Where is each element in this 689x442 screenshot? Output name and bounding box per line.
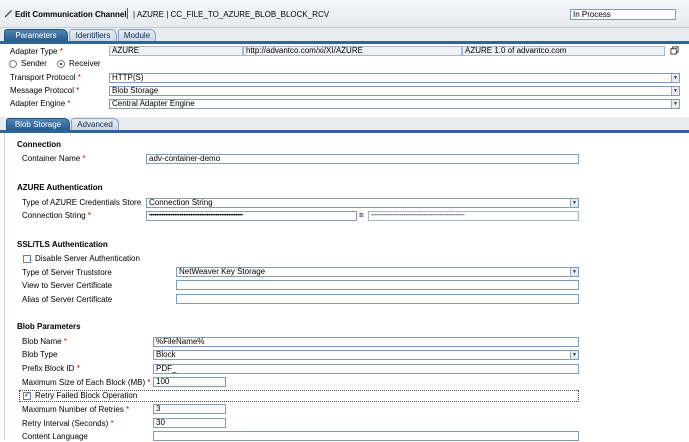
connection-string-input[interactable]: •••••••••••••••••••••••••••••••••••••••••••••••••••• (146, 211, 357, 221)
equals-sign: = (359, 211, 364, 220)
max-retries-label: Maximum Number of Retries * (22, 405, 130, 414)
main-tabstrip (0, 28, 689, 41)
max-block-size-input[interactable]: 100 (153, 377, 226, 387)
disable-server-auth-label: Disable Server Authentication (35, 254, 140, 263)
tab-identifiers[interactable]: Identifiers (69, 29, 117, 41)
page-title: Edit Communication Channel (15, 10, 127, 19)
transport-protocol-label: Transport Protocol * (10, 73, 81, 82)
connection-heading: Connection (17, 140, 61, 149)
alias-cert-label: Alias of Server Certificate (22, 295, 113, 304)
chevron-down-icon[interactable]: ▼ (671, 100, 679, 108)
content-language-label: Content Language (22, 432, 88, 441)
disable-server-auth-checkbox[interactable] (23, 255, 31, 263)
tab-blob-storage[interactable]: Blob Storage (6, 118, 70, 130)
adapter-form (0, 44, 689, 117)
ssl-heading: SSL/TLS Authentication (17, 240, 108, 249)
blob-params-heading: Blob Parameters (17, 322, 81, 331)
message-protocol-select[interactable]: Blob Storage ▼ (109, 86, 680, 96)
truststore-select[interactable]: NetWeaver Key Storage ▼ (176, 267, 579, 277)
pencil-icon (4, 9, 13, 18)
status-field: In Process (570, 9, 676, 20)
prefix-block-input[interactable]: PDF_ (153, 364, 579, 374)
prefix-block-label: Prefix Block ID * (22, 364, 80, 373)
adapter-engine-label: Adapter Engine * (10, 99, 71, 108)
adapter-type-label: Adapter Type * (10, 47, 63, 56)
blob-type-label: Blob Type (22, 350, 58, 359)
chevron-down-icon[interactable]: ▼ (570, 351, 578, 359)
receiver-radio[interactable] (57, 60, 65, 68)
retry-interval-label: Retry Interval (Seconds) * (22, 419, 114, 428)
title-separator (127, 8, 128, 19)
blob-type-select[interactable]: Block ▼ (153, 350, 579, 360)
title-bar (0, 0, 689, 28)
chevron-down-icon[interactable]: ▼ (570, 199, 578, 207)
adapter-engine-select[interactable]: Central Adapter Engine ▼ (109, 99, 680, 109)
adapter-swcv-field: AZURE 1.0 of advantco.com (462, 46, 665, 56)
retry-interval-input[interactable]: 30 (153, 418, 226, 428)
blob-name-label: Blob Name * (22, 337, 67, 346)
blob-storage-panel (4, 133, 689, 440)
chevron-down-icon[interactable]: ▼ (671, 87, 679, 95)
credentials-store-label: Type of AZURE Credentials Store (22, 198, 142, 207)
max-block-size-label: Maximum Size of Each Block (MB) * (22, 378, 151, 387)
truststore-label: Type of Server Truststore (22, 268, 112, 277)
retry-failed-label: Retry Failed Block Operation (35, 391, 138, 400)
container-name-label: Container Name * (22, 154, 86, 163)
channel-path: | AZURE | CC_FILE_TO_AZURE_BLOB_BLOCK_RCV (133, 10, 330, 19)
sender-label: Sender (21, 59, 47, 68)
copy-icon[interactable] (670, 46, 679, 55)
message-protocol-label: Message Protocol * (10, 86, 80, 95)
connection-string-label: Connection String * (22, 211, 91, 220)
tab-module[interactable]: Module (118, 29, 156, 41)
container-name-input[interactable]: adv-container-demo (146, 154, 579, 164)
connection-string-confirm: •••••••••••••••••••••••••••••••••••••••••••••••••••• (368, 211, 579, 221)
view-cert-input[interactable] (176, 280, 579, 290)
credentials-store-select[interactable]: Connection String ▼ (146, 198, 579, 208)
chevron-down-icon[interactable]: ▼ (570, 268, 578, 276)
azure-auth-heading: AZURE Authentication (17, 183, 103, 192)
tab-parameters[interactable]: Parameters (4, 29, 68, 41)
tab-advanced[interactable]: Advanced (71, 118, 119, 130)
sender-radio[interactable] (9, 60, 17, 68)
receiver-label: Receiver (69, 59, 101, 68)
adapter-namespace-field: http://advantco.com/xi/XI/AZURE (243, 46, 462, 56)
blob-name-input[interactable]: %FileName% (153, 337, 579, 347)
retry-failed-checkbox[interactable]: ✓ (24, 392, 30, 399)
view-cert-label: View to Server Certificate (22, 281, 113, 290)
alias-cert-input[interactable] (176, 294, 579, 304)
adapter-type-field[interactable]: AZURE (109, 46, 243, 56)
transport-protocol-select[interactable]: HTTP(S) ▼ (109, 73, 680, 83)
max-retries-input[interactable]: 3 (153, 404, 226, 414)
sub-tabstrip (0, 117, 689, 130)
chevron-down-icon[interactable]: ▼ (671, 74, 679, 82)
